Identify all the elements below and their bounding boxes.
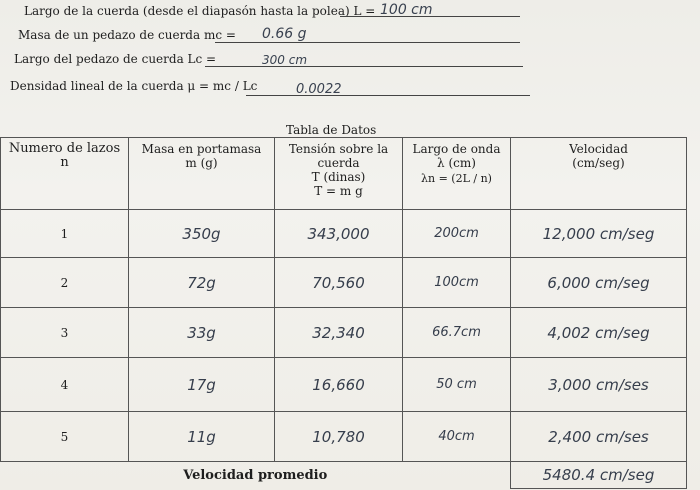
cell-mass: 17g <box>129 358 275 412</box>
cell-wavelength: 100cm <box>403 258 511 308</box>
cell-tension: 32,340 <box>275 308 403 358</box>
cell-tension: 70,560 <box>275 258 403 308</box>
cell-mass: 72g <box>129 258 275 308</box>
field-underline <box>215 42 520 43</box>
field-underline <box>205 66 523 67</box>
cell-wavelength: 200cm <box>403 210 511 258</box>
header-mass: Masa en portamasa m (g) <box>129 138 275 210</box>
field-label-string-length: Largo de la cuerda (desde el diapasón hasta la polea) L = <box>24 4 376 18</box>
cell-loops: 5 <box>1 412 129 462</box>
table-row <box>1 358 687 412</box>
cell-loops: 2 <box>1 258 129 308</box>
field-label-piece-mass: Masa de un pedazo de cuerda mc = <box>18 28 236 42</box>
cell-tension: 343,000 <box>275 210 403 258</box>
cell-wavelength: 66.7cm <box>403 308 511 358</box>
cell-loops: 4 <box>1 358 129 412</box>
cell-velocity: 12,000 cm/seg <box>511 210 687 258</box>
field-label-linear-density: Densidad lineal de la cuerda μ = mc / Lc <box>10 79 258 93</box>
cell-velocity: 6,000 cm/seg <box>511 258 687 308</box>
cell-mass: 350g <box>129 210 275 258</box>
header-loops: Numero de lazos n <box>1 138 129 210</box>
field-underline <box>246 95 530 96</box>
table-row <box>1 210 687 258</box>
cell-velocity: 3,000 cm/ses <box>511 358 687 412</box>
table-row <box>1 258 687 308</box>
header-wavelength: Largo de onda λ (cm) λn = (2L / n) <box>403 138 511 210</box>
table-row <box>1 308 687 358</box>
field-value-piece-length: 300 cm <box>262 53 308 67</box>
cell-tension: 16,660 <box>275 358 403 412</box>
header-tension: Tensión sobre la cuerda T (dinas) T = m g <box>275 138 403 210</box>
field-label-piece-length: Largo del pedazo de cuerda Lc = <box>14 52 217 66</box>
field-value-piece-mass: 0.66 g <box>262 26 307 42</box>
table-footer-row <box>1 462 687 489</box>
footer-average-velocity: 5480.4 cm/seg <box>511 462 687 489</box>
cell-wavelength: 40cm <box>403 412 511 462</box>
cell-mass: 33g <box>129 308 275 358</box>
table-row <box>1 412 687 462</box>
cell-wavelength: 50 cm <box>403 358 511 412</box>
header-velocity: Velocidad (cm/seg) <box>511 138 687 210</box>
footer-label: Velocidad promedio <box>1 462 511 489</box>
table-header-row <box>1 138 687 210</box>
cell-tension: 10,780 <box>275 412 403 462</box>
table-title: Tabla de Datos <box>286 123 377 137</box>
field-value-string-length: 100 cm <box>380 2 433 18</box>
cell-loops: 3 <box>1 308 129 358</box>
cell-loops: 1 <box>1 210 129 258</box>
wavelength-formula: λn = (2L / n) <box>421 172 492 185</box>
cell-velocity: 4,002 cm/seg <box>511 308 687 358</box>
cell-mass: 11g <box>129 412 275 462</box>
cell-velocity: 2,400 cm/ses <box>511 412 687 462</box>
data-table <box>0 137 687 489</box>
field-value-linear-density: 0.0022 <box>296 82 342 97</box>
